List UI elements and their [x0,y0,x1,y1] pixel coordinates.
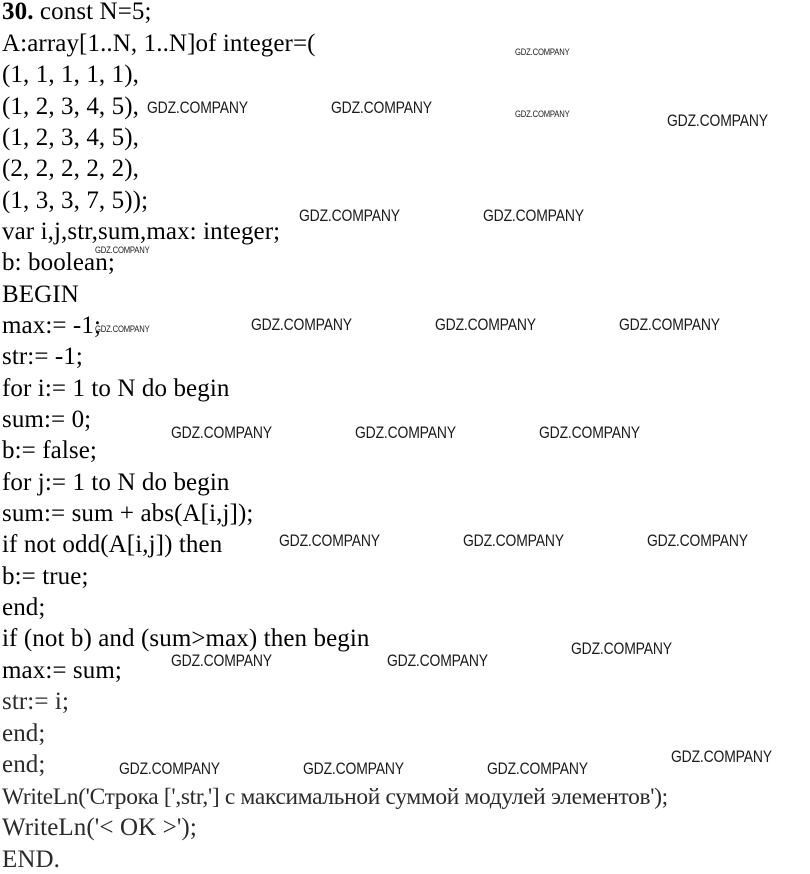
code-line-8: var i,j,str,sum,max: integer; [2,218,281,245]
code-line-16: for j:= 1 to N do begin [2,469,230,496]
code-line-25: end; [2,751,46,778]
code-line-5: (1, 2, 3, 4, 5), [2,124,140,151]
watermark: GDZ.COMPANY [671,747,772,766]
code-line-22: max:= sum; [2,657,122,684]
watermark: GDZ.COMPANY [667,111,768,130]
code-line-9: b: boolean; [2,249,115,276]
watermark: GDZ.COMPANY [487,759,588,778]
code-line-27: WriteLn('< OK >'); [2,814,197,841]
code-line-1 [2,0,152,26]
problem-number: 30. [2,0,34,25]
watermark: GDZ.COMPANY [483,206,584,225]
watermark: GDZ.COMPANY [299,206,400,225]
watermark: GDZ.COMPANY [147,98,248,117]
code-line-20: end; [2,594,46,621]
code-line-14: sum:= 0; [2,406,92,433]
code-line-2: A:array[1..N, 1..N]of integer=( [2,30,316,57]
watermark: GDZ.COMPANY [331,98,432,117]
code-line-23: str:= i; [2,688,69,715]
watermark: GDZ.COMPANY [119,759,220,778]
code-line-11: max:= -1; [2,312,102,339]
code-line-18: if not odd(A[i,j]) then [2,531,223,558]
watermark: GDZ.COMPANY [515,47,570,57]
code-line-15: b:= false; [2,437,97,464]
watermark: GDZ.COMPANY [647,531,748,550]
watermark: GDZ.COMPANY [279,531,380,550]
code-line-10: BEGIN [2,281,79,308]
code-line-26: WriteLn('Строка [',str,'] с максимальной суммой модулей элементов'); [2,784,668,810]
code-line-3: (1, 1, 1, 1, 1), [2,61,140,88]
watermark: GDZ.COMPANY [171,423,272,442]
watermark: GDZ.COMPANY [171,651,272,670]
code-line-21: if (not b) and (sum>max) then begin [2,625,370,652]
code-line-13: for i:= 1 to N do begin [2,375,230,402]
watermark: GDZ.COMPANY [355,423,456,442]
watermark: GDZ.COMPANY [515,109,570,119]
code-line-4: (1, 2, 3, 4, 5), [2,93,140,120]
watermark: GDZ.COMPANY [619,315,720,334]
watermark: GDZ.COMPANY [463,531,564,550]
watermark: GDZ.COMPANY [387,651,488,670]
watermark: GDZ.COMPANY [539,423,640,442]
code-line-12: str:= -1; [2,343,83,370]
code-line-24: end; [2,720,46,747]
code-line-text: const N=5; [39,0,152,25]
watermark: GDZ.COMPANY [95,324,150,334]
watermark: GDZ.COMPANY [303,759,404,778]
watermark: GDZ.COMPANY [251,315,352,334]
watermark: GDZ.COMPANY [571,639,672,658]
code-line-17: sum:= sum + abs(A[i,j]); [2,500,254,527]
code-line-28: END. [2,846,61,873]
watermark: GDZ.COMPANY [435,315,536,334]
code-line-6: (2, 2, 2, 2, 2), [2,155,140,182]
code-line-19: b:= true; [2,563,89,590]
watermark: GDZ.COMPANY [95,245,150,255]
code-line-7: (1, 3, 3, 7, 5)); [2,187,149,214]
